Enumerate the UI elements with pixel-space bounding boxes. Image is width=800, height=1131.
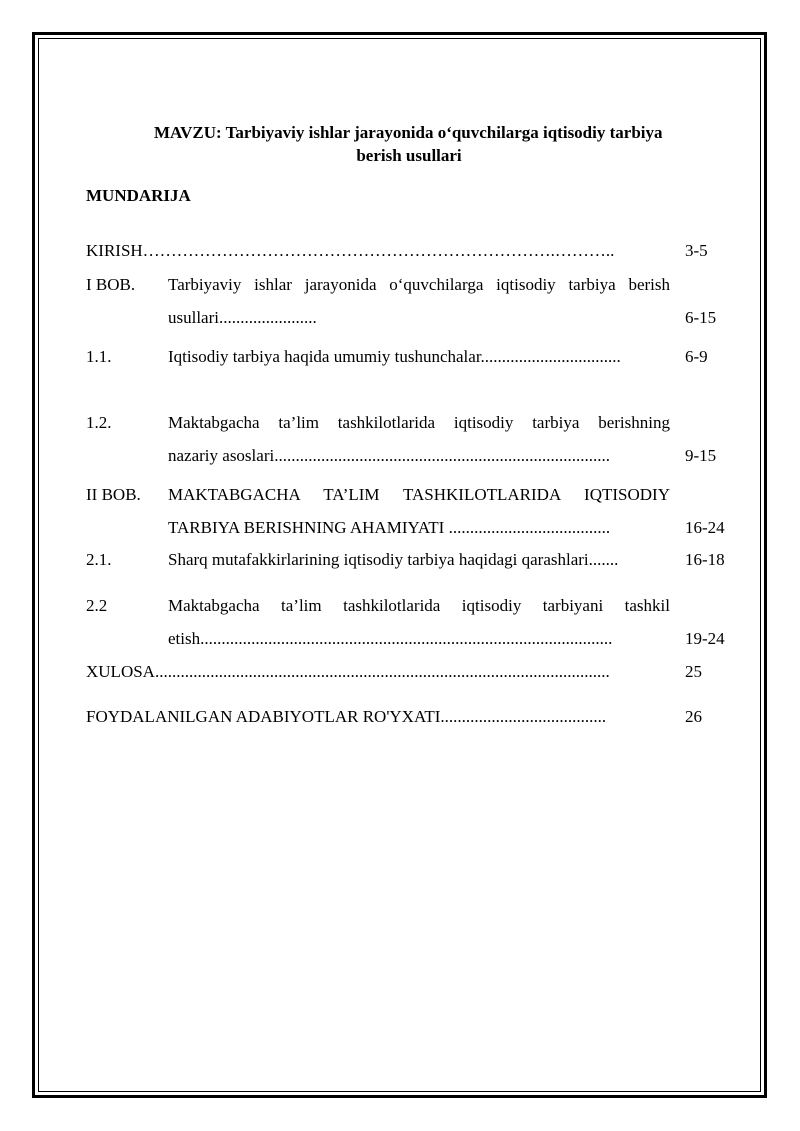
- toc-entry-text: Maktabgacha ta’lim tashkilotlarida iqtisodiy tarbiyani tashkil etish.................................................................................................: [168, 596, 670, 648]
- toc-page-number: 26: [685, 707, 702, 726]
- toc-page-number: 6-15: [685, 308, 717, 327]
- document-title: [86, 121, 732, 167]
- toc-page-number: 16-24: [685, 518, 725, 537]
- toc-page-number: 19-24: [685, 629, 725, 648]
- toc-entry-text: KIRISH……………………………………………………………….………..: [86, 241, 615, 260]
- toc-page-number: 25: [685, 662, 702, 681]
- toc-entry-number: 1.2.: [86, 413, 112, 432]
- toc-entry-number: 1.1.: [86, 347, 112, 366]
- toc-page-number: 6-9: [685, 347, 708, 366]
- toc-entry-text: Sharq mutafakkirlarining iqtisodiy tarbiya haqidagi qarashlari.......: [168, 550, 619, 569]
- toc-entry-number: 2.2: [86, 596, 108, 615]
- toc-page-number: 16-18: [685, 550, 725, 569]
- toc-entry-text: Maktabgacha ta’lim tashkilotlarida iqtisodiy tarbiya berishning nazariy asoslari...............................................................................: [168, 413, 670, 465]
- toc-entry-text: Iqtisodiy tarbiya haqida umumiy tushunchalar.................................: [168, 347, 621, 366]
- toc-heading: MUNDARIJA: [86, 186, 191, 205]
- title-line-1: MAVZU: Tarbiyaviy ishlar jarayonida o‘quvchilarga iqtisodiy tarbiya: [154, 123, 663, 142]
- toc-entry-text: MAKTABGACHA TA’LIM TASHKILOTLARIDA IQTISODIY TARBIYA BERISHNING AHAMIYATI ......................................: [168, 485, 670, 537]
- toc-page-number: 3-5: [685, 241, 708, 260]
- toc-entry-number: I BOB.: [86, 275, 136, 294]
- toc-entry-number: 2.1.: [86, 550, 112, 569]
- toc-entry-text: FOYDALANILGAN ADABIYOTLAR RO'YXATI.......................................: [86, 707, 607, 726]
- toc-page-number: 9-15: [685, 446, 717, 465]
- toc-entry-text: Tarbiyaviy ishlar jarayonida o‘quvchilarga iqtisodiy tarbiya berish usullari.......................: [168, 275, 670, 327]
- toc-entry-text: XULOSA...........................................................................................................: [86, 662, 610, 681]
- title-line-2: berish usullari: [356, 146, 462, 165]
- toc-entry-number: II BOB.: [86, 485, 141, 504]
